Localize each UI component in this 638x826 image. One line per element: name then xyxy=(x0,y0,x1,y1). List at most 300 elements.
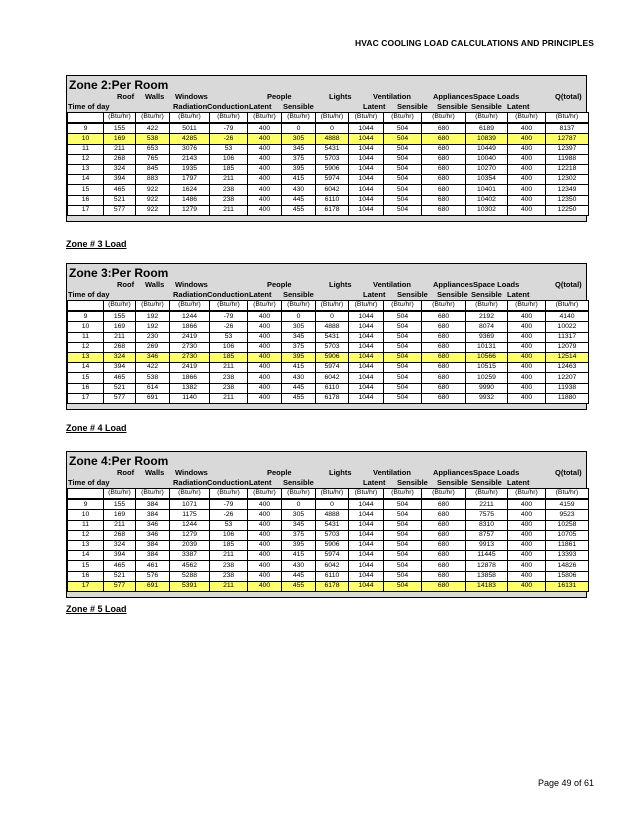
table-cell: 400 xyxy=(508,561,546,571)
table-row xyxy=(68,393,589,403)
table-cell: 461 xyxy=(136,561,170,571)
table-cell: 375 xyxy=(282,154,316,164)
table-cell: 2419 xyxy=(170,363,210,373)
unit-cell: (Btu/hr) xyxy=(316,301,349,312)
table-cell: 4888 xyxy=(316,510,349,520)
table-cell: 11861 xyxy=(546,540,589,550)
header-appliances: Appliances xyxy=(433,468,474,477)
table-cell: 1044 xyxy=(349,363,384,373)
table-row xyxy=(68,123,589,134)
table-cell: 10705 xyxy=(546,530,589,540)
table-cell: -26 xyxy=(210,322,248,332)
table-cell: 1044 xyxy=(349,499,384,510)
table-cell: 346 xyxy=(136,352,170,362)
table-cell: 577 xyxy=(104,393,136,403)
table-cell: 680 xyxy=(422,205,466,215)
table-cell: 106 xyxy=(210,154,248,164)
table-cell: 53 xyxy=(210,144,248,154)
table-cell: 9990 xyxy=(466,383,508,393)
table-cell: 400 xyxy=(508,520,546,530)
table-cell: 680 xyxy=(422,520,466,530)
table-cell: 1044 xyxy=(349,134,384,144)
table-cell: 445 xyxy=(282,571,316,581)
table-cell: 238 xyxy=(210,373,248,383)
table-cell: 680 xyxy=(422,123,466,134)
unit-cell: (Btu/hr) xyxy=(316,113,349,124)
table-cell: 384 xyxy=(136,551,170,561)
unit-cell: (Btu/hr) xyxy=(384,489,422,500)
table-cell: 10259 xyxy=(466,373,508,383)
page-number: Page 49 of 61 xyxy=(537,778,594,788)
table-cell: 5906 xyxy=(316,352,349,362)
table-cell: 192 xyxy=(136,322,170,332)
table-cell: 4285 xyxy=(170,134,210,144)
table-cell: 7575 xyxy=(466,510,508,520)
table-row xyxy=(68,540,589,550)
table-cell: 455 xyxy=(282,581,316,591)
header-ventilation: Ventilation xyxy=(373,92,411,101)
unit-cell xyxy=(68,113,104,124)
table-cell: 1140 xyxy=(170,393,210,403)
table-cell: 5906 xyxy=(316,164,349,174)
table-cell: -26 xyxy=(210,510,248,520)
zone-table xyxy=(66,75,587,222)
header-sensible: Sensible xyxy=(283,478,314,487)
table-cell: 1866 xyxy=(170,373,210,383)
table-cell: 400 xyxy=(248,352,282,362)
table-cell: 680 xyxy=(422,322,466,332)
table-cell: 6189 xyxy=(466,123,508,134)
header-sensible: Sensible xyxy=(437,478,468,487)
unit-cell: (Btu/hr) xyxy=(104,113,136,124)
table-cell: 400 xyxy=(508,551,546,561)
table-cell: 8757 xyxy=(466,530,508,540)
table-cell: 10401 xyxy=(466,185,508,195)
zone-data-table xyxy=(67,112,589,216)
unit-cell: (Btu/hr) xyxy=(210,113,248,124)
table-cell: 400 xyxy=(508,383,546,393)
header-space-loads: Space Loads xyxy=(473,468,520,477)
table-cell: 185 xyxy=(210,352,248,362)
table-cell: 6110 xyxy=(316,571,349,581)
table-cell: 6110 xyxy=(316,195,349,205)
table-cell: 268 xyxy=(104,530,136,540)
unit-cell: (Btu/hr) xyxy=(104,301,136,312)
table-cell: 653 xyxy=(136,144,170,154)
unit-cell: (Btu/hr) xyxy=(422,489,466,500)
table-cell: 400 xyxy=(508,185,546,195)
table-cell: 883 xyxy=(136,175,170,185)
table-row xyxy=(68,185,589,195)
table-cell: 6110 xyxy=(316,383,349,393)
table-cell: 10040 xyxy=(466,154,508,164)
header-people: People xyxy=(267,92,292,101)
table-cell: 12463 xyxy=(546,363,589,373)
table-cell: 211 xyxy=(104,332,136,342)
table-cell: 400 xyxy=(508,571,546,581)
unit-cell: (Btu/hr) xyxy=(170,301,210,312)
header-roof: Roof xyxy=(117,92,135,101)
header-ventilation: Ventilation xyxy=(373,468,411,477)
table-row xyxy=(68,581,589,591)
table-cell: 16131 xyxy=(546,581,589,591)
header-ventilation: Ventilation xyxy=(373,280,411,289)
table-cell: 680 xyxy=(422,332,466,342)
units-row xyxy=(68,113,589,124)
table-cell: 16 xyxy=(68,383,104,393)
unit-cell: (Btu/hr) xyxy=(508,489,546,500)
table-cell: 5703 xyxy=(316,154,349,164)
header-sensible: Sensible xyxy=(437,102,468,111)
table-cell: 1044 xyxy=(349,393,384,403)
header-qtotal: Q(total) xyxy=(555,280,582,289)
table-cell: 16 xyxy=(68,571,104,581)
table-cell: 614 xyxy=(136,383,170,393)
table-cell: 400 xyxy=(508,510,546,520)
table-cell: 11 xyxy=(68,144,104,154)
header-roof: Roof xyxy=(117,468,135,477)
table-cell: 400 xyxy=(508,322,546,332)
table-cell: 680 xyxy=(422,195,466,205)
header-people: People xyxy=(267,468,292,477)
table-cell: 400 xyxy=(248,540,282,550)
table-cell: 680 xyxy=(422,530,466,540)
table-cell: 2192 xyxy=(466,311,508,322)
table-cell: 504 xyxy=(384,551,422,561)
table-cell: 15 xyxy=(68,185,104,195)
table-cell: 400 xyxy=(248,383,282,393)
table-cell: 12218 xyxy=(546,164,589,174)
table-cell: 504 xyxy=(384,134,422,144)
table-cell: 3387 xyxy=(170,551,210,561)
table-cell: 922 xyxy=(136,205,170,215)
table-cell: 9523 xyxy=(546,510,589,520)
table-cell: 1044 xyxy=(349,530,384,540)
table-cell: 5431 xyxy=(316,520,349,530)
table-cell: 400 xyxy=(508,393,546,403)
table-cell: 455 xyxy=(282,393,316,403)
table-cell: 400 xyxy=(248,144,282,154)
table-cell: 211 xyxy=(104,520,136,530)
table-cell: 400 xyxy=(508,530,546,540)
table-cell: 845 xyxy=(136,164,170,174)
table-cell: 346 xyxy=(136,530,170,540)
table-cell: 324 xyxy=(104,352,136,362)
zone-table-title: Zone 4:Per Room xyxy=(69,454,169,468)
table-cell: 192 xyxy=(136,311,170,322)
table-cell: 5974 xyxy=(316,363,349,373)
table-cell: 13858 xyxy=(466,571,508,581)
table-cell: 1382 xyxy=(170,383,210,393)
table-cell: 400 xyxy=(248,520,282,530)
table-row xyxy=(68,561,589,571)
header-qtotal: Q(total) xyxy=(555,468,582,477)
table-cell: 10302 xyxy=(466,205,508,215)
table-cell: 394 xyxy=(104,363,136,373)
header-row-1 xyxy=(67,468,586,478)
table-row xyxy=(68,175,589,185)
table-cell: 400 xyxy=(248,205,282,215)
table-cell: 345 xyxy=(282,332,316,342)
table-cell: 269 xyxy=(136,342,170,352)
table-cell: 400 xyxy=(248,581,282,591)
table-cell: 691 xyxy=(136,581,170,591)
table-cell: 1044 xyxy=(349,352,384,362)
page-header-title: HVAC COOLING LOAD CALCULATIONS AND PRINCIPLES xyxy=(354,38,594,48)
table-cell: 1935 xyxy=(170,164,210,174)
table-cell: 400 xyxy=(508,352,546,362)
unit-cell: (Btu/hr) xyxy=(104,489,136,500)
table-cell: 680 xyxy=(422,164,466,174)
table-cell: 17 xyxy=(68,393,104,403)
table-cell: 10354 xyxy=(466,175,508,185)
table-cell: 0 xyxy=(316,311,349,322)
table-cell: 1044 xyxy=(349,540,384,550)
table-cell: 238 xyxy=(210,383,248,393)
header-people: People xyxy=(267,280,292,289)
table-cell: 430 xyxy=(282,373,316,383)
zone-data-table xyxy=(67,300,589,404)
table-cell: 504 xyxy=(384,332,422,342)
unit-cell: (Btu/hr) xyxy=(210,489,248,500)
table-cell: 0 xyxy=(282,499,316,510)
header-space-loads: Space Loads xyxy=(473,280,520,289)
unit-cell: (Btu/hr) xyxy=(170,489,210,500)
header-lights: Lights xyxy=(329,280,352,289)
header-walls: Walls xyxy=(145,280,165,289)
table-cell: 465 xyxy=(104,561,136,571)
table-cell: 400 xyxy=(508,144,546,154)
table-cell: 504 xyxy=(384,322,422,332)
table-cell: 504 xyxy=(384,123,422,134)
table-cell: 504 xyxy=(384,144,422,154)
table-cell: 922 xyxy=(136,195,170,205)
table-cell: 5431 xyxy=(316,332,349,342)
table-cell: 1044 xyxy=(349,561,384,571)
table-cell: 6042 xyxy=(316,185,349,195)
table-cell: 400 xyxy=(248,123,282,134)
table-cell: 1044 xyxy=(349,311,384,322)
zone-4-load-label: Zone # 4 Load xyxy=(66,423,127,433)
table-cell: 211 xyxy=(104,144,136,154)
table-cell: 155 xyxy=(104,499,136,510)
table-cell: 6178 xyxy=(316,581,349,591)
table-cell: 10 xyxy=(68,322,104,332)
table-cell: 538 xyxy=(136,134,170,144)
table-cell: 15 xyxy=(68,373,104,383)
table-cell: 400 xyxy=(248,311,282,322)
table-cell: 1279 xyxy=(170,530,210,540)
table-cell: -79 xyxy=(210,123,248,134)
table-cell: 430 xyxy=(282,561,316,571)
table-cell: 400 xyxy=(248,551,282,561)
table-cell: 400 xyxy=(508,311,546,322)
header-row-2 xyxy=(67,102,586,112)
zone-3-load-label: Zone # 3 Load xyxy=(66,239,127,249)
table-cell: 305 xyxy=(282,322,316,332)
table-cell: 445 xyxy=(282,195,316,205)
table-cell: 680 xyxy=(422,134,466,144)
table-cell: 268 xyxy=(104,342,136,352)
header-conduction: Conduction xyxy=(207,102,249,111)
header-lights: Lights xyxy=(329,468,352,477)
table-cell: 5703 xyxy=(316,342,349,352)
table-cell: 400 xyxy=(248,571,282,581)
table-cell: 577 xyxy=(104,581,136,591)
table-cell: 400 xyxy=(508,195,546,205)
table-cell: 680 xyxy=(422,571,466,581)
table-cell: 1624 xyxy=(170,185,210,195)
table-cell: 504 xyxy=(384,311,422,322)
table-row xyxy=(68,342,589,352)
table-cell: 12350 xyxy=(546,195,589,205)
table-cell: 10566 xyxy=(466,352,508,362)
unit-cell: (Btu/hr) xyxy=(384,113,422,124)
table-cell: 155 xyxy=(104,123,136,134)
table-cell: 504 xyxy=(384,363,422,373)
table-cell: 400 xyxy=(508,373,546,383)
table-cell: 504 xyxy=(384,510,422,520)
table-cell: 9932 xyxy=(466,393,508,403)
unit-cell: (Btu/hr) xyxy=(248,489,282,500)
table-cell: 9 xyxy=(68,499,104,510)
table-cell: 400 xyxy=(248,342,282,352)
unit-cell: (Btu/hr) xyxy=(466,489,508,500)
table-cell: 10449 xyxy=(466,144,508,154)
header-row-2 xyxy=(67,478,586,488)
unit-cell: (Btu/hr) xyxy=(384,301,422,312)
table-cell: 504 xyxy=(384,352,422,362)
zone-table-title: Zone 2:Per Room xyxy=(69,78,169,92)
table-cell: 324 xyxy=(104,164,136,174)
table-cell: 504 xyxy=(384,520,422,530)
table-cell: 680 xyxy=(422,499,466,510)
table-cell: 395 xyxy=(282,164,316,174)
table-cell: 13393 xyxy=(546,551,589,561)
table-cell: 400 xyxy=(508,164,546,174)
header-latent: Latent xyxy=(249,478,272,487)
table-cell: 400 xyxy=(508,332,546,342)
table-cell: 394 xyxy=(104,551,136,561)
unit-cell: (Btu/hr) xyxy=(422,301,466,312)
table-cell: 211 xyxy=(210,363,248,373)
unit-cell: (Btu/hr) xyxy=(282,489,316,500)
table-cell: 106 xyxy=(210,530,248,540)
table-cell: 5011 xyxy=(170,123,210,134)
table-cell: 1044 xyxy=(349,164,384,174)
table-cell: 6178 xyxy=(316,205,349,215)
table-cell: 2419 xyxy=(170,332,210,342)
table-cell: 1044 xyxy=(349,383,384,393)
header-radiation: Radiation xyxy=(173,290,208,299)
table-cell: 1244 xyxy=(170,311,210,322)
table-cell: 504 xyxy=(384,530,422,540)
table-cell: 0 xyxy=(316,499,349,510)
header-sensible: Sensible xyxy=(397,478,428,487)
table-cell: 238 xyxy=(210,195,248,205)
header-sensible: Sensible xyxy=(471,478,502,487)
zone-table xyxy=(66,451,587,598)
unit-cell: (Btu/hr) xyxy=(349,489,384,500)
header-latent: Latent xyxy=(363,102,386,111)
header-sensible: Sensible xyxy=(471,290,502,299)
table-row xyxy=(68,195,589,205)
unit-cell: (Btu/hr) xyxy=(508,301,546,312)
table-cell: 400 xyxy=(248,393,282,403)
table-cell: 345 xyxy=(282,144,316,154)
table-cell: 238 xyxy=(210,571,248,581)
table-cell: 17 xyxy=(68,581,104,591)
table-cell: 11445 xyxy=(466,551,508,561)
table-cell: 6042 xyxy=(316,373,349,383)
table-cell: 1866 xyxy=(170,322,210,332)
table-cell: 11938 xyxy=(546,383,589,393)
header-latent: Latent xyxy=(507,290,530,299)
table-cell: 680 xyxy=(422,551,466,561)
table-cell: 169 xyxy=(104,322,136,332)
table-cell: 504 xyxy=(384,185,422,195)
header-sensible: Sensible xyxy=(283,102,314,111)
table-cell: 400 xyxy=(248,154,282,164)
table-cell: 1044 xyxy=(349,581,384,591)
unit-cell: (Btu/hr) xyxy=(546,301,589,312)
table-cell: 400 xyxy=(248,561,282,571)
table-cell: 400 xyxy=(248,134,282,144)
table-row xyxy=(68,154,589,164)
table-cell: 400 xyxy=(508,175,546,185)
units-row xyxy=(68,489,589,500)
table-cell: 211 xyxy=(210,551,248,561)
table-cell: 504 xyxy=(384,540,422,550)
table-cell: 12 xyxy=(68,154,104,164)
table-cell: 13 xyxy=(68,164,104,174)
table-cell: 12250 xyxy=(546,205,589,215)
table-row xyxy=(68,571,589,581)
table-cell: 305 xyxy=(282,510,316,520)
table-cell: 2143 xyxy=(170,154,210,164)
table-cell: 400 xyxy=(508,540,546,550)
table-cell: 12 xyxy=(68,342,104,352)
table-cell: 465 xyxy=(104,185,136,195)
table-cell: 504 xyxy=(384,499,422,510)
table-cell: 577 xyxy=(104,205,136,215)
table-cell: 13 xyxy=(68,540,104,550)
table-cell: 445 xyxy=(282,383,316,393)
table-cell: 680 xyxy=(422,581,466,591)
table-cell: 53 xyxy=(210,520,248,530)
table-cell: 14 xyxy=(68,363,104,373)
table-cell: 8137 xyxy=(546,123,589,134)
header-row-1 xyxy=(67,280,586,290)
table-cell: 12079 xyxy=(546,342,589,352)
unit-cell: (Btu/hr) xyxy=(248,113,282,124)
table-cell: 400 xyxy=(508,363,546,373)
unit-cell: (Btu/hr) xyxy=(466,113,508,124)
header-latent: Latent xyxy=(363,478,386,487)
table-cell: 1071 xyxy=(170,499,210,510)
table-cell: 305 xyxy=(282,134,316,144)
unit-cell: (Btu/hr) xyxy=(136,489,170,500)
table-cell: 1044 xyxy=(349,551,384,561)
table-cell: 169 xyxy=(104,134,136,144)
table-cell: 12878 xyxy=(466,561,508,571)
header-time-of-day: Time of day xyxy=(68,478,110,487)
table-cell: 1175 xyxy=(170,510,210,520)
table-cell: 504 xyxy=(384,581,422,591)
table-cell: 14 xyxy=(68,175,104,185)
table-cell: 1044 xyxy=(349,342,384,352)
header-sensible: Sensible xyxy=(437,290,468,299)
